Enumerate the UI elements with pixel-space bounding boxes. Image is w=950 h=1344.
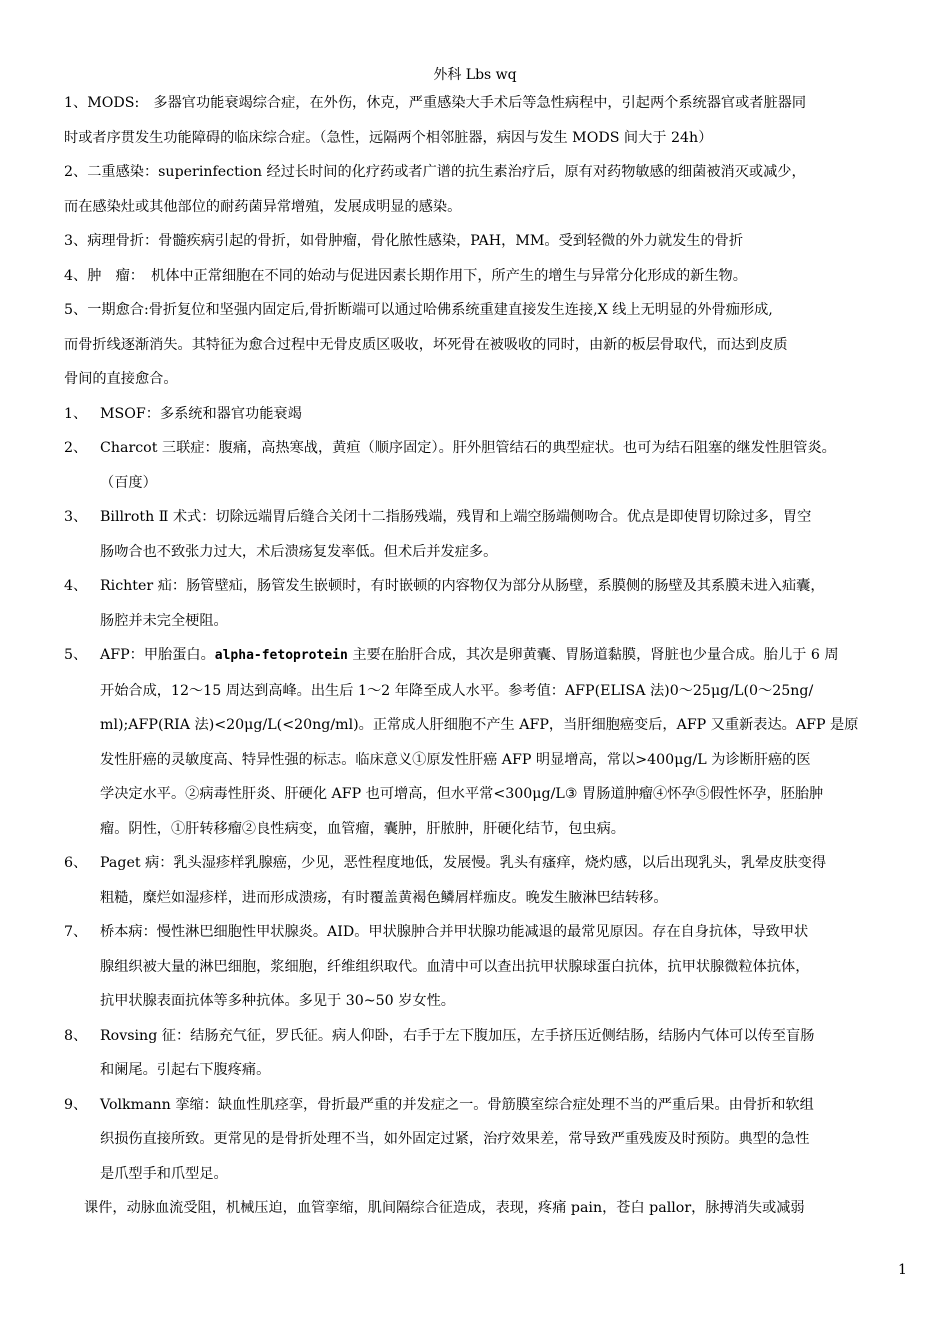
list-number: 3、 <box>64 509 88 525</box>
list-item-msof <box>64 397 916 432</box>
text-line: 开始合成，12～15 周达到高峰。出生后 1～2 年降至成人水平。参考值：AFP(ELISA 法)0～25μg/L(0～25ng/ <box>100 682 814 699</box>
text-line: Richter 疝：肠管壁疝，肠管发生嵌顿时，有时嵌顿的内容物仅为部分从肠壁，系膜侧的肠壁及其系膜未进入疝囊， <box>100 578 825 594</box>
text-line: 腺组织被大量的淋巴细胞，浆细胞，纤维组织取代。血清中可以查出抗甲状腺球蛋白抗体，抗甲状腺微粒体抗体， <box>100 958 810 975</box>
text-line: 瘤。阴性，①肝转移瘤②良性病变，血管瘤，囊肿，肝脓肿，肝硬化结节，包虫病。 <box>100 820 625 837</box>
text-line: 时或者序贯发生功能障碍的临床综合症。（急性，远隔两个相邻脏器，病因与发生 MODS 间大于 24h） <box>64 129 713 146</box>
text-line: （百度） <box>100 474 157 491</box>
definition-pathologic-fracture <box>64 224 916 259</box>
text-line: 和阑尾。引起右下腹疼痛。 <box>100 1062 271 1078</box>
list-number: 7、 <box>64 924 88 940</box>
list-number: 4、 <box>64 578 88 594</box>
list-item-hashimoto <box>64 915 916 1019</box>
definition-primary-healing <box>64 293 916 397</box>
text-line: Volkmann 挛缩：缺血性肌痉挛，骨折最严重的并发症之一。骨筋膜室综合症处理不当的严重后果。由骨折和软组 <box>100 1096 814 1113</box>
text-line: MSOF：多系统和器官功能衰竭 <box>100 405 302 422</box>
list-item-richter <box>64 569 916 638</box>
list-number: 9、 <box>64 1096 88 1113</box>
list-item-afp <box>64 638 916 846</box>
document-body <box>64 86 916 1226</box>
definition-superinfection <box>64 155 916 224</box>
definition-tumor <box>64 259 916 294</box>
text-line: ml);AFP(RIA 法)<20μg/L(<20ng/ml)。正常成人肝细胞不产生 AFP，当肝细胞癌变后，AFP 又重新表达。AFP 是原 <box>100 717 859 733</box>
text-line <box>100 638 916 674</box>
list-number: 1、 <box>64 405 88 422</box>
list-item-paget <box>64 846 916 915</box>
text-line: 发性肝癌的灵敏度高、特异性强的标志。临床意义①原发性肝癌 AFP 明显增高，常以>400μg/L 为诊断肝癌的医 <box>100 751 811 768</box>
text-line: 肠腔并未完全梗阻。 <box>100 612 228 629</box>
afp-intro-rest: 主要在胎肝合成，其次是卵黄囊、胃肠道黏膜，肾脏也少量合成。胎儿于 6 周 <box>347 647 839 663</box>
list-number: 8、 <box>64 1027 88 1044</box>
list-item-volkmann <box>64 1088 916 1192</box>
text-line: Billroth Ⅱ 术式：切除远端胃后缝合关闭十二指肠残端，残胃和上端空肠端侧吻合。优点是即使胃切除过多，胃空 <box>100 509 812 525</box>
afp-intro: AFP：甲胎蛋白。 <box>100 647 215 663</box>
text-line: 而在感染灶或其他部位的耐药菌异常增殖，发展成明显的感染。 <box>64 198 462 215</box>
page-number: 1 <box>898 1262 907 1278</box>
text-line: 桥本病：慢性淋巴细胞性甲状腺炎。AID。甲状腺肿合并甲状腺功能减退的最常见原因。存在自身抗体，导致甲状 <box>100 924 809 940</box>
list-number: 6、 <box>64 855 88 871</box>
text-line: 2、二重感染：superinfection 经过长时间的化疗药或者广谱的抗生素治疗后，原有对药物敏感的细菌被消灭或减少， <box>64 164 806 180</box>
text-line: 是爪型手和爪型足。 <box>100 1165 228 1182</box>
list-item-billroth <box>64 500 916 569</box>
text-line: 1、MODS: 多器官功能衰竭综合症，在外伤，休克，严重感染大手术后等急性病程中，引起两个系统器官或者脏器同 <box>64 95 807 111</box>
text-line: 4、肿 瘤： 机体中正常细胞在不同的始动与促进因素长期作用下，所产生的增生与异常分化形成的新生物。 <box>64 267 747 284</box>
text-line: Rovsing 征：结肠充气征，罗氏征。病人仰卧，右手于左下腹加压，左手挤压近侧结肠，结肠内气体可以传至盲肠 <box>100 1027 815 1044</box>
text-line: 骨间的直接愈合。 <box>64 371 178 387</box>
text-line: Charcot 三联症：腹痛，高热寒战，黄疸（顺序固定）。肝外胆管结石的典型症状。也可为结石阻塞的继发性胆管炎。 <box>100 440 836 456</box>
text-line: 学决定水平。②病毒性肝炎、肝硬化 AFP 也可增高，但水平常<300μg/L③ 胃肠道肿瘤④怀孕⑤假性怀孕，胚胎肿 <box>100 786 824 802</box>
text-line: 5、一期愈合:骨折复位和坚强内固定后,骨折断端可以通过哈佛系统重建直接发生连接,X 线上无明显的外骨痂形成, <box>64 302 773 318</box>
text-line: 3、病理骨折：骨髓疾病引起的骨折，如骨肿瘤，骨化脓性感染，PAH，MM。受到轻微的外力就发生的骨折 <box>64 233 744 249</box>
text-line: 肠吻合也不致张力过大，术后溃疡复发率低。但术后并发症多。 <box>100 543 498 560</box>
afp-english-term: alpha-fetoprotein <box>214 648 348 663</box>
list-number: 5、 <box>64 647 88 663</box>
list-item-charcot <box>64 431 916 500</box>
text-line: 织损伤直接所致。更常见的是骨折处理不当，如外固定过紧，治疗效果差，常导致严重残废及时预防。典型的急性 <box>100 1131 810 1147</box>
list-number: 2、 <box>64 440 88 456</box>
courseware-note: 课件，动脉血流受阻，机械压迫，血管挛缩，肌间隔综合征造成，表现，疼痛 pain，苍白 pallor，脉搏消失或减弱 <box>84 1200 805 1216</box>
text-line: Paget 病：乳头湿疹样乳腺癌，少见，恶性程度地低，发展慢。乳头有瘙痒，烧灼感，以后出现乳头，乳晕皮肤变得 <box>100 855 827 871</box>
text-line: 而骨折线逐渐消失。其特征为愈合过程中无骨皮质区吸收，坏死骨在被吸收的同时，由新的板层骨取代，而达到皮质 <box>64 336 788 353</box>
text-line: 粗糙，糜烂如湿疹样，进而形成溃疡，有时覆盖黄褐色鳞屑样痂皮。晚发生腋淋巴结转移。 <box>100 889 668 906</box>
definition-mods <box>64 86 916 155</box>
list-item-rovsing <box>64 1019 916 1088</box>
page-header: 外科 Lbs wq <box>433 67 517 83</box>
text-line: 抗甲状腺表面抗体等多种抗体。多见于 30~50 岁女性。 <box>100 993 455 1009</box>
